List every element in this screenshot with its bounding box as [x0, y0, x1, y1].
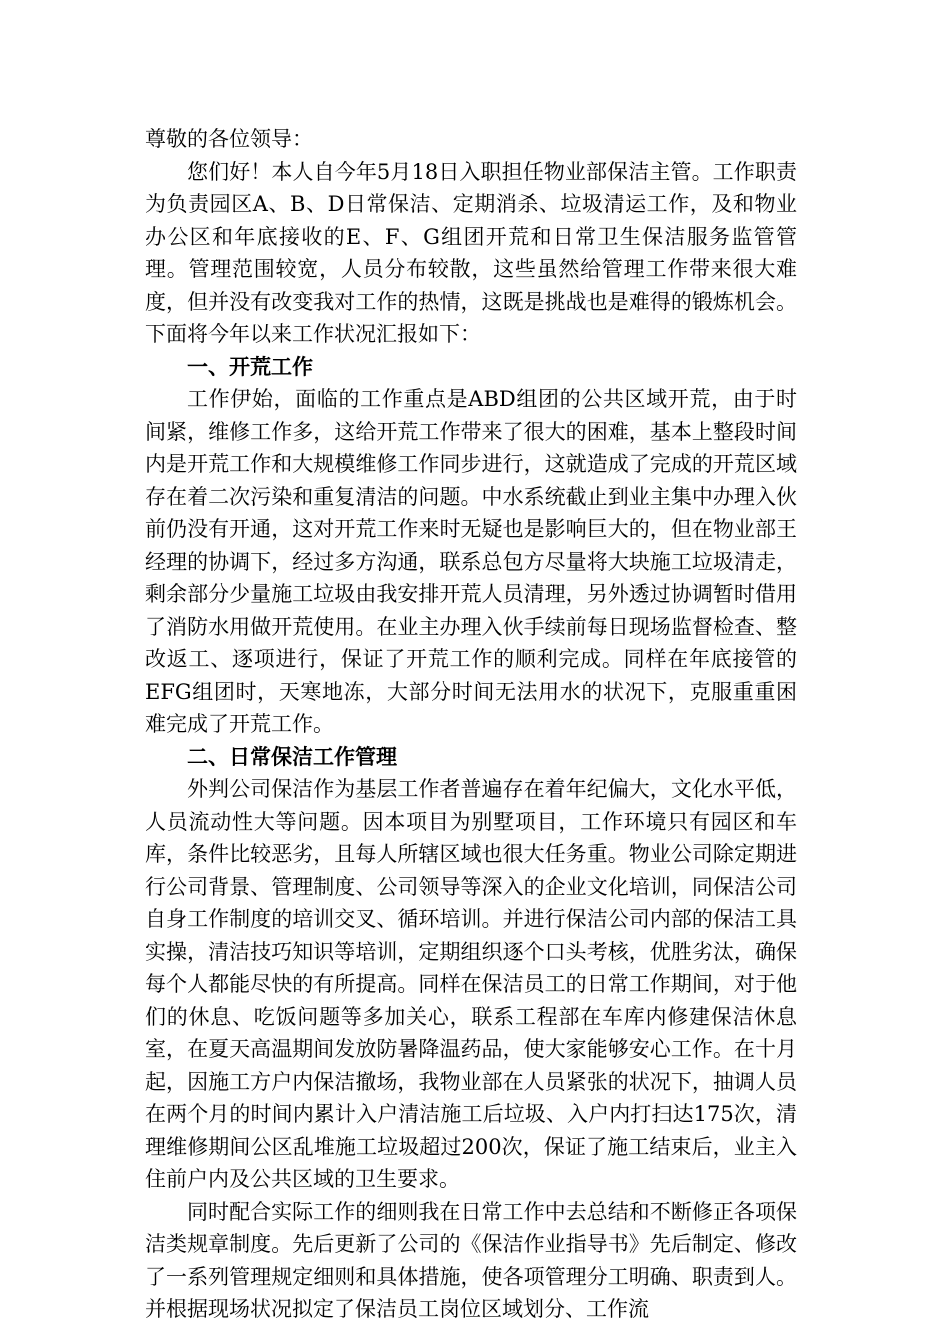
section-1-paragraph: 工作伊始，面临的工作重点是ABD组团的公共区域开荒，由于时间紧，维修工作多，这给开荒工作带来了很大的困难，基本上整段时间内是开荒工作和大规模维修工作同步进行，这就造成了完成的开荒区域存在着二次污染和重复清洁的问题。中水系统截止到业主集中办理入伙前仍没有开通，这对开荒工作来时无疑也是影响巨大的，但在物业部王经理的协调下，经过多方沟通，联系总包方尽量将大块施工垃圾清走，剩余部分少量施工垃圾由我安排开荒人员清理，另外透过协调暂时借用了消防水用做开荒使用。在业主办理入伙手续前每日现场监督检查、整改返工、逐项进行，保证了开荒工作的顺利完成。同样在年底接管的EFG组团时，天寒地冻，大部分时间无法用水的状况下，克服重重困难完成了开荒工作。	[145, 387, 797, 736]
salutation: 尊敬的各位领导：	[145, 127, 313, 151]
intro-paragraph: 您们好！本人自今年5月18日入职担任物业部保洁主管。工作职责为负责园区A、B、D日常保洁、定期消杀、垃圾清运工作，及和物业办公区和年底接收的E、F、G组团开荒和日常卫生保洁服务监管管理。管理范围较宽，人员分布较散，这些虽然给管理工作带来很大难度，但并没有改变我对工作的热情，这既是挑战也是难得的锻炼机会。下面将今年以来工作状况汇报如下：	[145, 159, 797, 346]
section-heading-1: 一、开荒工作	[187, 353, 313, 379]
section-heading-2: 二、日常保洁工作管理	[187, 743, 397, 769]
document-body	[145, 123, 797, 1326]
section-2-paragraph-1: 外判公司保洁作为基层工作者普遍存在着年纪偏大，文化水平低，人员流动性大等问题。因本项目为别墅项目，工作环境只有园区和车库，条件比较恶劣，且每人所辖区域也很大任务重。物业公司除定期进行公司背景、管理制度、公司领导等深入的企业文化培训，同保洁公司自身工作制度的培训交叉、循环培训。并进行保洁公司内部的保洁工具实操，清洁技巧知识等培训，定期组织逐个口头考核，优胜劣汰，确保每个人都能尽快的有所提高。同样在保洁员工的日常工作期间，对于他们的休息、吃饭问题等多加关心，联系工程部在车库内修建保洁休息室，在夏天高温期间发放防暑降温药品，使大家能够安心工作。在十月起，因施工方户内保洁撤场，我物业部在人员紧张的状况下，抽调人员在两个月的时间内累计入户清洁施工后垃圾、入户内打扫达175次，清理维修期间公区乱堆施工垃圾超过200次，保证了施工结束后，业主入住前户内及公共区域的卫生要求。	[145, 777, 797, 1191]
section-2-paragraph-2: 同时配合实际工作的细则我在日常工作中去总结和不断修正各项保洁类规章制度。先后更新了公司的《保洁作业指导书》先后制定、修改了一系列管理规定细则和具体措施，使各项管理分工明确、职责到人。并根据现场状况拟定了保洁员工岗位区域划分、工作流	[145, 1199, 797, 1321]
